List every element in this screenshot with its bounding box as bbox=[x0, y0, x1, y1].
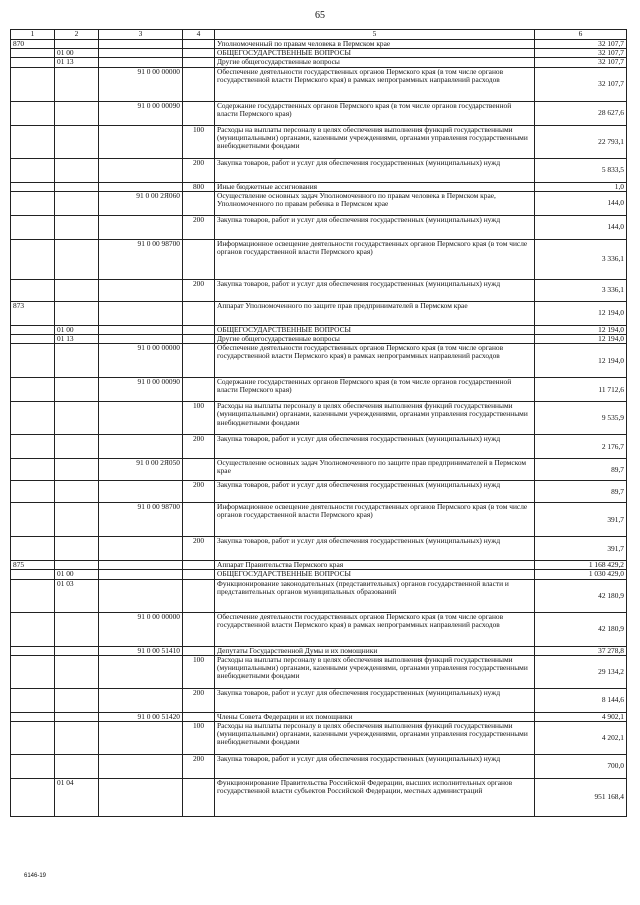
target-article-cell bbox=[99, 125, 183, 158]
description-cell: Закупка товаров, работ и услуг для обеспечения государственных (муниципальных) нужд bbox=[215, 158, 535, 182]
expense-type-cell: 200 bbox=[183, 481, 215, 503]
table-row bbox=[11, 537, 627, 561]
table-row bbox=[11, 688, 627, 712]
admin-code-cell bbox=[11, 435, 55, 459]
expense-type-cell: 200 bbox=[183, 215, 215, 239]
amount-cell: 8 144,6 bbox=[535, 688, 627, 712]
target-article-cell: 91 0 00 00090 bbox=[99, 101, 183, 125]
section-code-cell bbox=[55, 646, 99, 655]
table-row bbox=[11, 579, 627, 612]
admin-code-cell bbox=[11, 779, 55, 817]
amount-cell: 391,7 bbox=[535, 503, 627, 537]
expense-type-cell bbox=[183, 503, 215, 537]
amount-cell: 9 535,9 bbox=[535, 402, 627, 435]
section-code-cell bbox=[55, 158, 99, 182]
expense-type-cell: 200 bbox=[183, 158, 215, 182]
expense-type-cell: 200 bbox=[183, 537, 215, 561]
description-cell: Функционирование Правительства Российской Федерации, высших исполнительных органов государственной власти субъектов Российской Федерации, местных администраций bbox=[215, 779, 535, 817]
target-article-cell bbox=[99, 537, 183, 561]
description-cell: Осуществление основных задач Уполномоченного по защите прав предпринимателей в Пермском крае bbox=[215, 459, 535, 481]
section-code-cell bbox=[55, 191, 99, 215]
description-cell: ОБЩЕГОСУДАРСТВЕННЫЕ ВОПРОСЫ bbox=[215, 570, 535, 579]
amount-cell: 37 278,8 bbox=[535, 646, 627, 655]
section-code-cell bbox=[55, 712, 99, 721]
section-code-cell bbox=[55, 301, 99, 325]
amount-cell: 144,0 bbox=[535, 215, 627, 239]
expense-type-cell bbox=[183, 459, 215, 481]
amount-cell: 32 107,7 bbox=[535, 49, 627, 58]
section-code-cell: 01 00 bbox=[55, 325, 99, 334]
table-row bbox=[11, 325, 627, 334]
table-row bbox=[11, 459, 627, 481]
header-cell-6: 6 bbox=[535, 30, 627, 40]
page-number: 65 bbox=[315, 10, 325, 21]
table-row bbox=[11, 191, 627, 215]
table-row bbox=[11, 779, 627, 817]
expense-type-cell bbox=[183, 344, 215, 378]
header-cell-3: 3 bbox=[99, 30, 183, 40]
expense-type-cell: 200 bbox=[183, 755, 215, 779]
target-article-cell: 91 0 00 51420 bbox=[99, 712, 183, 721]
table-row bbox=[11, 612, 627, 646]
admin-code-cell bbox=[11, 755, 55, 779]
target-article-cell bbox=[99, 402, 183, 435]
admin-code-cell bbox=[11, 570, 55, 579]
table-row bbox=[11, 503, 627, 537]
admin-code-cell bbox=[11, 67, 55, 101]
admin-code-cell bbox=[11, 191, 55, 215]
section-code-cell: 01 03 bbox=[55, 579, 99, 612]
table-row bbox=[11, 67, 627, 101]
expense-type-cell: 100 bbox=[183, 402, 215, 435]
table-row bbox=[11, 561, 627, 570]
section-code-cell bbox=[55, 503, 99, 537]
admin-code-cell bbox=[11, 378, 55, 402]
table-row bbox=[11, 755, 627, 779]
header-cell-5: 5 bbox=[215, 30, 535, 40]
target-article-cell: 91 0 00 00000 bbox=[99, 67, 183, 101]
table-row bbox=[11, 722, 627, 755]
table-row bbox=[11, 570, 627, 579]
amount-cell: 12 194,0 bbox=[535, 335, 627, 344]
expense-type-cell: 100 bbox=[183, 125, 215, 158]
amount-cell: 32 107,7 bbox=[535, 67, 627, 101]
admin-code-cell: 875 bbox=[11, 561, 55, 570]
table-header-row bbox=[11, 30, 627, 40]
table-row bbox=[11, 435, 627, 459]
expense-type-cell bbox=[183, 561, 215, 570]
expense-type-cell bbox=[183, 378, 215, 402]
target-article-cell bbox=[99, 158, 183, 182]
target-article-cell: 91 0 00 2Я060 bbox=[99, 191, 183, 215]
expense-type-cell: 800 bbox=[183, 182, 215, 191]
description-cell: Закупка товаров, работ и услуг для обеспечения государственных (муниципальных) нужд bbox=[215, 435, 535, 459]
admin-code-cell bbox=[11, 646, 55, 655]
section-code-cell bbox=[55, 755, 99, 779]
footer-code: 6146-19 bbox=[24, 873, 47, 879]
amount-cell: 12 194,0 bbox=[535, 325, 627, 334]
table-row bbox=[11, 335, 627, 344]
target-article-cell bbox=[99, 40, 183, 49]
section-code-cell bbox=[55, 655, 99, 688]
target-article-cell bbox=[99, 579, 183, 612]
target-article-cell: 91 0 00 00090 bbox=[99, 378, 183, 402]
admin-code-cell bbox=[11, 182, 55, 191]
description-cell: Содержание государственных органов Пермского края (в том числе органов государственной власти Пермского края) bbox=[215, 378, 535, 402]
target-article-cell bbox=[99, 481, 183, 503]
amount-cell: 22 793,1 bbox=[535, 125, 627, 158]
admin-code-cell bbox=[11, 655, 55, 688]
table-row bbox=[11, 378, 627, 402]
section-code-cell bbox=[55, 378, 99, 402]
admin-code-cell bbox=[11, 481, 55, 503]
header-cell-4: 4 bbox=[183, 30, 215, 40]
section-code-cell bbox=[55, 481, 99, 503]
table-row bbox=[11, 101, 627, 125]
target-article-cell bbox=[99, 58, 183, 67]
description-cell: Другие общегосударственные вопросы bbox=[215, 335, 535, 344]
admin-code-cell bbox=[11, 101, 55, 125]
section-code-cell: 01 00 bbox=[55, 570, 99, 579]
amount-cell: 42 180,9 bbox=[535, 612, 627, 646]
amount-cell: 28 627,6 bbox=[535, 101, 627, 125]
amount-cell: 42 180,9 bbox=[535, 579, 627, 612]
description-cell: Закупка товаров, работ и услуг для обеспечения государственных (муниципальных) нужд bbox=[215, 215, 535, 239]
expense-type-cell: 200 bbox=[183, 435, 215, 459]
section-code-cell bbox=[55, 561, 99, 570]
section-code-cell bbox=[55, 612, 99, 646]
amount-cell: 12 194,0 bbox=[535, 344, 627, 378]
description-cell: Расходы на выплаты персоналу в целях обеспечения выполнения функций государственными (муниципальными) органами, казенными учреждениями, органами управления государственными внебюджетными фондами bbox=[215, 402, 535, 435]
table-row bbox=[11, 402, 627, 435]
table-row bbox=[11, 215, 627, 239]
target-article-cell: 91 0 00 98700 bbox=[99, 239, 183, 279]
admin-code-cell bbox=[11, 49, 55, 58]
admin-code-cell bbox=[11, 503, 55, 537]
target-article-cell: 91 0 00 00000 bbox=[99, 344, 183, 378]
section-code-cell bbox=[55, 688, 99, 712]
amount-cell: 1 168 429,2 bbox=[535, 561, 627, 570]
admin-code-cell bbox=[11, 239, 55, 279]
expense-type-cell bbox=[183, 325, 215, 334]
admin-code-cell bbox=[11, 688, 55, 712]
amount-cell: 700,0 bbox=[535, 755, 627, 779]
admin-code-cell bbox=[11, 215, 55, 239]
amount-cell: 144,0 bbox=[535, 191, 627, 215]
expense-type-cell: 100 bbox=[183, 722, 215, 755]
section-code-cell bbox=[55, 435, 99, 459]
target-article-cell: 91 0 00 98700 bbox=[99, 503, 183, 537]
description-cell: Закупка товаров, работ и услуг для обеспечения государственных (муниципальных) нужд bbox=[215, 279, 535, 301]
amount-cell: 5 833,5 bbox=[535, 158, 627, 182]
description-cell: Расходы на выплаты персоналу в целях обеспечения выполнения функций государственными (муниципальными) органами, казенными учреждениями, органами управления государственными внебюджетными фондами bbox=[215, 655, 535, 688]
expense-type-cell bbox=[183, 570, 215, 579]
target-article-cell bbox=[99, 561, 183, 570]
description-cell: Осуществление основных задач Уполномоченного по правам человека в Пермском крае, Уполномоченного по правам ребенка в Пермском крае bbox=[215, 191, 535, 215]
target-article-cell bbox=[99, 182, 183, 191]
expense-type-cell bbox=[183, 612, 215, 646]
description-cell: Обеспечение деятельности государственных органов Пермского края (в том числе органов государственной власти Пермского края) в рамках непрограммных направлений расходов bbox=[215, 67, 535, 101]
expense-type-cell bbox=[183, 58, 215, 67]
admin-code-cell bbox=[11, 335, 55, 344]
expense-type-cell bbox=[183, 191, 215, 215]
section-code-cell bbox=[55, 279, 99, 301]
amount-cell: 1,0 bbox=[535, 182, 627, 191]
expense-type-cell bbox=[183, 646, 215, 655]
target-article-cell bbox=[99, 435, 183, 459]
admin-code-cell bbox=[11, 712, 55, 721]
table-row bbox=[11, 655, 627, 688]
section-code-cell: 01 13 bbox=[55, 58, 99, 67]
description-cell: Уполномоченный по правам человека в Пермском крае bbox=[215, 40, 535, 49]
table-row bbox=[11, 344, 627, 378]
table-row bbox=[11, 646, 627, 655]
section-code-cell bbox=[55, 101, 99, 125]
section-code-cell bbox=[55, 182, 99, 191]
description-cell: Закупка товаров, работ и услуг для обеспечения государственных (муниципальных) нужд bbox=[215, 537, 535, 561]
expense-type-cell bbox=[183, 335, 215, 344]
amount-cell: 4 902,1 bbox=[535, 712, 627, 721]
description-cell: Закупка товаров, работ и услуг для обеспечения государственных (муниципальных) нужд bbox=[215, 755, 535, 779]
admin-code-cell bbox=[11, 537, 55, 561]
target-article-cell: 91 0 00 00000 bbox=[99, 612, 183, 646]
description-cell: Депутаты Государственной Думы и их помощники bbox=[215, 646, 535, 655]
section-code-cell bbox=[55, 402, 99, 435]
expense-type-cell: 200 bbox=[183, 279, 215, 301]
amount-cell: 29 134,2 bbox=[535, 655, 627, 688]
amount-cell: 12 194,0 bbox=[535, 301, 627, 325]
description-cell: Иные бюджетные ассигнования bbox=[215, 182, 535, 191]
amount-cell: 3 336,1 bbox=[535, 239, 627, 279]
section-code-cell bbox=[55, 537, 99, 561]
admin-code-cell bbox=[11, 612, 55, 646]
section-code-cell bbox=[55, 67, 99, 101]
expense-type-cell bbox=[183, 712, 215, 721]
table-row bbox=[11, 49, 627, 58]
target-article-cell bbox=[99, 301, 183, 325]
table-row bbox=[11, 58, 627, 67]
target-article-cell bbox=[99, 779, 183, 817]
description-cell: Закупка товаров, работ и услуг для обеспечения государственных (муниципальных) нужд bbox=[215, 481, 535, 503]
description-cell: Содержание государственных органов Пермского края (в том числе органов государственной власти Пермского края) bbox=[215, 101, 535, 125]
description-cell: Обеспечение деятельности государственных органов Пермского края (в том числе органов государственной власти Пермского края) в рамках непрограммных направлений расходов bbox=[215, 612, 535, 646]
admin-code-cell bbox=[11, 722, 55, 755]
admin-code-cell bbox=[11, 279, 55, 301]
expense-type-cell bbox=[183, 301, 215, 325]
description-cell: Расходы на выплаты персоналу в целях обеспечения выполнения функций государственными (муниципальными) органами, казенными учреждениями, органами управления государственными внебюджетными фондами bbox=[215, 722, 535, 755]
amount-cell: 3 336,1 bbox=[535, 279, 627, 301]
description-cell: Закупка товаров, работ и услуг для обеспечения государственных (муниципальных) нужд bbox=[215, 688, 535, 712]
section-code-cell bbox=[55, 344, 99, 378]
target-article-cell bbox=[99, 215, 183, 239]
amount-cell: 89,7 bbox=[535, 481, 627, 503]
expense-type-cell bbox=[183, 579, 215, 612]
description-cell: Функционирование законодательных (представительных) органов государственной власти и представительных органов муниципальных образований bbox=[215, 579, 535, 612]
admin-code-cell: 870 bbox=[11, 40, 55, 49]
description-cell: Обеспечение деятельности государственных органов Пермского края (в том числе органов государственной власти Пермского края) в рамках непрограммных направлений расходов bbox=[215, 344, 535, 378]
section-code-cell bbox=[55, 215, 99, 239]
admin-code-cell bbox=[11, 402, 55, 435]
target-article-cell bbox=[99, 279, 183, 301]
amount-cell: 1 030 429,0 bbox=[535, 570, 627, 579]
expense-type-cell: 200 bbox=[183, 688, 215, 712]
table-row bbox=[11, 239, 627, 279]
target-article-cell: 91 0 00 51410 bbox=[99, 646, 183, 655]
amount-cell: 4 202,1 bbox=[535, 722, 627, 755]
table-row bbox=[11, 40, 627, 49]
description-cell: Аппарат Уполномоченного по защите прав предпринимателей в Пермском крае bbox=[215, 301, 535, 325]
section-code-cell: 01 00 bbox=[55, 49, 99, 58]
table-row bbox=[11, 182, 627, 191]
expense-type-cell bbox=[183, 101, 215, 125]
description-cell: Информационное освещение деятельности государственных органов Пермского края (в том числе органов государственной власти Пермского края) bbox=[215, 503, 535, 537]
section-code-cell bbox=[55, 125, 99, 158]
expense-type-cell bbox=[183, 239, 215, 279]
table-row bbox=[11, 301, 627, 325]
expense-type-cell bbox=[183, 67, 215, 101]
amount-cell: 951 168,4 bbox=[535, 779, 627, 817]
admin-code-cell: 873 bbox=[11, 301, 55, 325]
admin-code-cell bbox=[11, 579, 55, 612]
expense-type-cell bbox=[183, 40, 215, 49]
section-code-cell bbox=[55, 722, 99, 755]
amount-cell: 391,7 bbox=[535, 537, 627, 561]
target-article-cell bbox=[99, 570, 183, 579]
expense-type-cell bbox=[183, 49, 215, 58]
expense-type-cell bbox=[183, 779, 215, 817]
amount-cell: 89,7 bbox=[535, 459, 627, 481]
table-row bbox=[11, 712, 627, 721]
section-code-cell bbox=[55, 459, 99, 481]
table-body bbox=[11, 30, 627, 817]
table-row bbox=[11, 481, 627, 503]
section-code-cell bbox=[55, 40, 99, 49]
table-row bbox=[11, 158, 627, 182]
amount-cell: 2 176,7 bbox=[535, 435, 627, 459]
table-row bbox=[11, 279, 627, 301]
section-code-cell bbox=[55, 239, 99, 279]
admin-code-cell bbox=[11, 158, 55, 182]
description-cell: Другие общегосударственные вопросы bbox=[215, 58, 535, 67]
expense-type-cell: 100 bbox=[183, 655, 215, 688]
target-article-cell bbox=[99, 325, 183, 334]
target-article-cell bbox=[99, 755, 183, 779]
target-article-cell bbox=[99, 655, 183, 688]
admin-code-cell bbox=[11, 58, 55, 67]
target-article-cell bbox=[99, 49, 183, 58]
description-cell: ОБЩЕГОСУДАРСТВЕННЫЕ ВОПРОСЫ bbox=[215, 49, 535, 58]
target-article-cell bbox=[99, 722, 183, 755]
section-code-cell: 01 04 bbox=[55, 779, 99, 817]
section-code-cell: 01 13 bbox=[55, 335, 99, 344]
description-cell: Аппарат Правительства Пермского края bbox=[215, 561, 535, 570]
description-cell: Информационное освещение деятельности государственных органов Пермского края (в том числе органов государственной власти Пермского края) bbox=[215, 239, 535, 279]
target-article-cell: 91 0 00 2Я050 bbox=[99, 459, 183, 481]
amount-cell: 32 107,7 bbox=[535, 40, 627, 49]
amount-cell: 11 712,6 bbox=[535, 378, 627, 402]
amount-cell: 32 107,7 bbox=[535, 58, 627, 67]
table-row bbox=[11, 125, 627, 158]
budget-table bbox=[10, 29, 627, 817]
admin-code-cell bbox=[11, 459, 55, 481]
target-article-cell bbox=[99, 688, 183, 712]
admin-code-cell bbox=[11, 344, 55, 378]
description-cell: Члены Совета Федерации и их помощники bbox=[215, 712, 535, 721]
admin-code-cell bbox=[11, 125, 55, 158]
description-cell: Расходы на выплаты персоналу в целях обеспечения выполнения функций государственными (муниципальными) органами, казенными учреждениями, органами управления государственными внебюджетными фондами bbox=[215, 125, 535, 158]
header-cell-1: 1 bbox=[11, 30, 55, 40]
target-article-cell bbox=[99, 335, 183, 344]
description-cell: ОБЩЕГОСУДАРСТВЕННЫЕ ВОПРОСЫ bbox=[215, 325, 535, 334]
header-cell-2: 2 bbox=[55, 30, 99, 40]
admin-code-cell bbox=[11, 325, 55, 334]
